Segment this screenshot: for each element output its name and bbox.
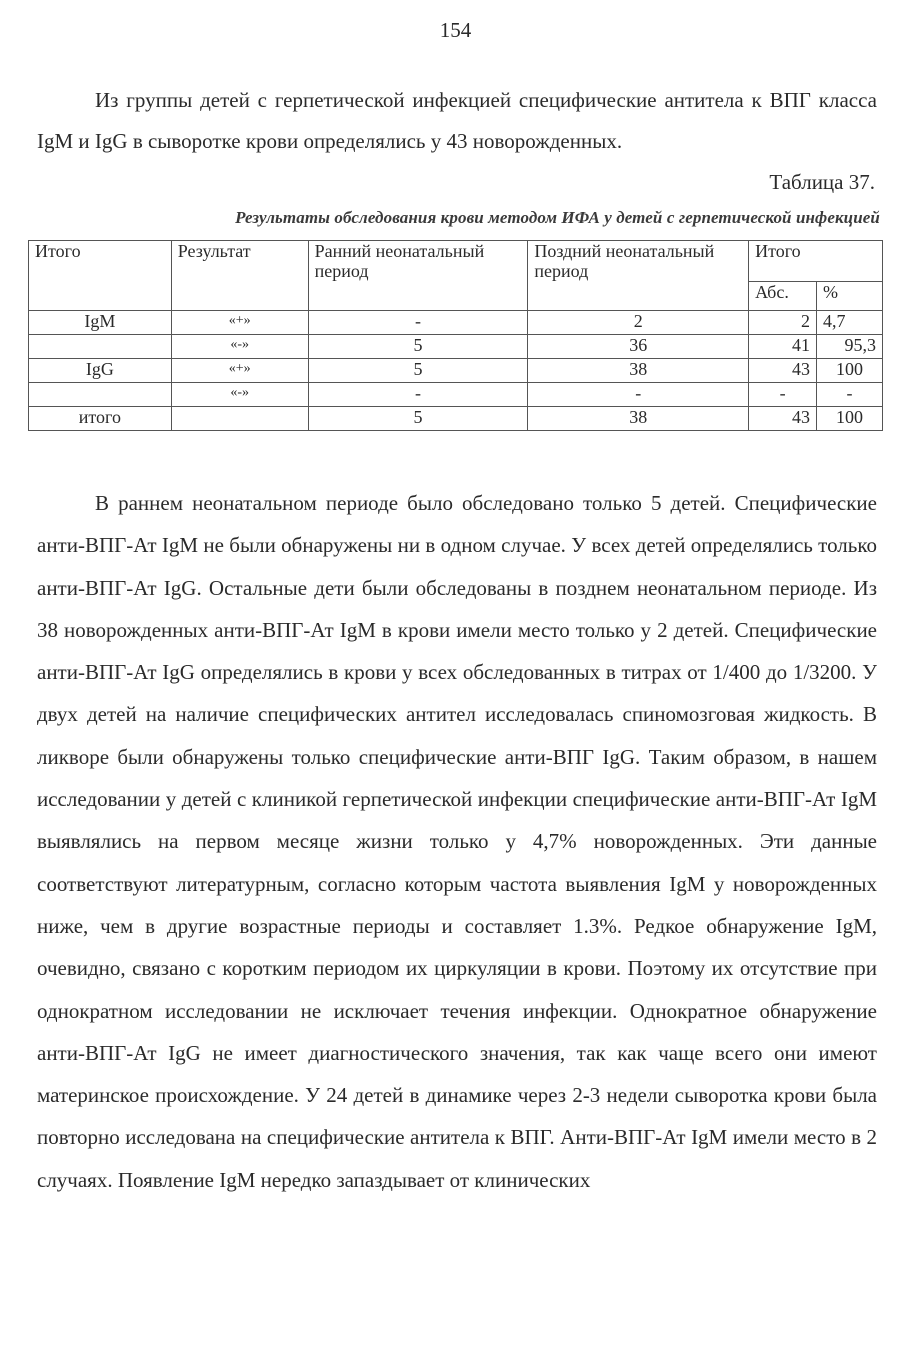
cell-result: «+»: [171, 359, 308, 383]
cell-early: 5: [308, 407, 528, 431]
cell-group: IgM: [29, 311, 172, 335]
cell-result: «-»: [171, 383, 308, 407]
cell-pct: -: [817, 383, 883, 407]
cell-group: итого: [29, 407, 172, 431]
cell-early: 5: [308, 359, 528, 383]
cell-group: [29, 335, 172, 359]
table-row: [29, 359, 883, 383]
header-result: Результат: [171, 241, 308, 311]
cell-group: IgG: [29, 359, 172, 383]
header-pct: %: [817, 282, 883, 311]
cell-result: «-»: [171, 335, 308, 359]
page-number: 154: [439, 18, 472, 42]
header-late-period: Поздний неонатальный период: [528, 241, 749, 311]
header-total: Итого: [749, 241, 883, 282]
cell-late: -: [528, 383, 749, 407]
header-total-group: Итого: [29, 241, 172, 311]
table-row: [29, 383, 883, 407]
table-row: [29, 335, 883, 359]
table-row: [29, 311, 883, 335]
cell-late: 2: [528, 311, 749, 335]
header-early-period: Ранний неонатальный период: [308, 241, 528, 311]
cell-result: «+»: [171, 311, 308, 335]
cell-abs: 41: [749, 335, 817, 359]
cell-abs: 43: [749, 407, 817, 431]
cell-early: -: [308, 383, 528, 407]
cell-abs: -: [749, 383, 817, 407]
body-paragraph: В раннем неонатальном периоде было обследовано только 5 детей. Специфические анти-ВПГ-Ат IgM не были обнаружены ни в одном случае. У всех детей определялись только анти-ВПГ-Ат IgG. Остальные дети были обследованы в позднем неонатальном периоде. Из 38 новорожденных анти-ВПГ-Ат IgM в крови имели место только у 2 детей. Специфические анти-ВПГ-Ат IgG определялись в крови у всех обследованных в титрах от 1/400 до 1/3200. У двух детей на наличие специфических антител исследовалась спиномозговая жидкость. В ликворе были обнаружены только специфические анти-ВПГ IgG. Таким образом, в нашем исследовании у детей с клиникой герпетической инфекции специфические анти-ВПГ-Ат IgM выявлялись на первом месяце жизни только у 4,7% новорожденных. Эти данные соответствуют литературным, согласно которым частота выявления IgM у новорожденных ниже, чем в другие возрастные периоды и составляет 1.3%. Редкое обнаружение IgM, очевидно, связано с коротким периодом их циркуляции в крови. Поэтому их отсутствие при однократном исследовании не исключает течения инфекции. Однократное обнаружение анти-ВПГ-Ат IgG не имеет диагностического значения, так как чаще всего они имеют материнское происхождение. У 24 детей в динамике через 2-3 недели сыворотка крови была повторно исследована на специфические антитела к ВПГ. Анти-ВПГ-Ат IgM имели место в 2 случаях. Появление IgM нередко запаздывает от клинических: [37, 491, 877, 1192]
cell-late: 38: [528, 359, 749, 383]
cell-result: [171, 407, 308, 431]
table-caption: Результаты обследования крови методом ИФА у детей с герпетической инфекцией: [235, 208, 880, 227]
cell-abs: 2: [749, 311, 817, 335]
cell-early: 5: [308, 335, 528, 359]
table-number: Таблица 37.: [769, 170, 875, 194]
cell-group: [29, 383, 172, 407]
table-row: [29, 407, 883, 431]
cell-pct: 100: [817, 359, 883, 383]
cell-late: 36: [528, 335, 749, 359]
results-table: [28, 240, 883, 431]
cell-abs: 43: [749, 359, 817, 383]
header-abs: Абс.: [749, 282, 817, 311]
cell-late: 38: [528, 407, 749, 431]
cell-pct: 100: [817, 407, 883, 431]
intro-paragraph: Из группы детей с герпетической инфекцией специфические антитела к ВПГ класса IgM и IgG в сыворотке крови определялись у 43 новорожденных.: [37, 88, 877, 153]
cell-early: -: [308, 311, 528, 335]
cell-pct: 4,7: [817, 311, 883, 335]
cell-pct: 95,3: [817, 335, 883, 359]
